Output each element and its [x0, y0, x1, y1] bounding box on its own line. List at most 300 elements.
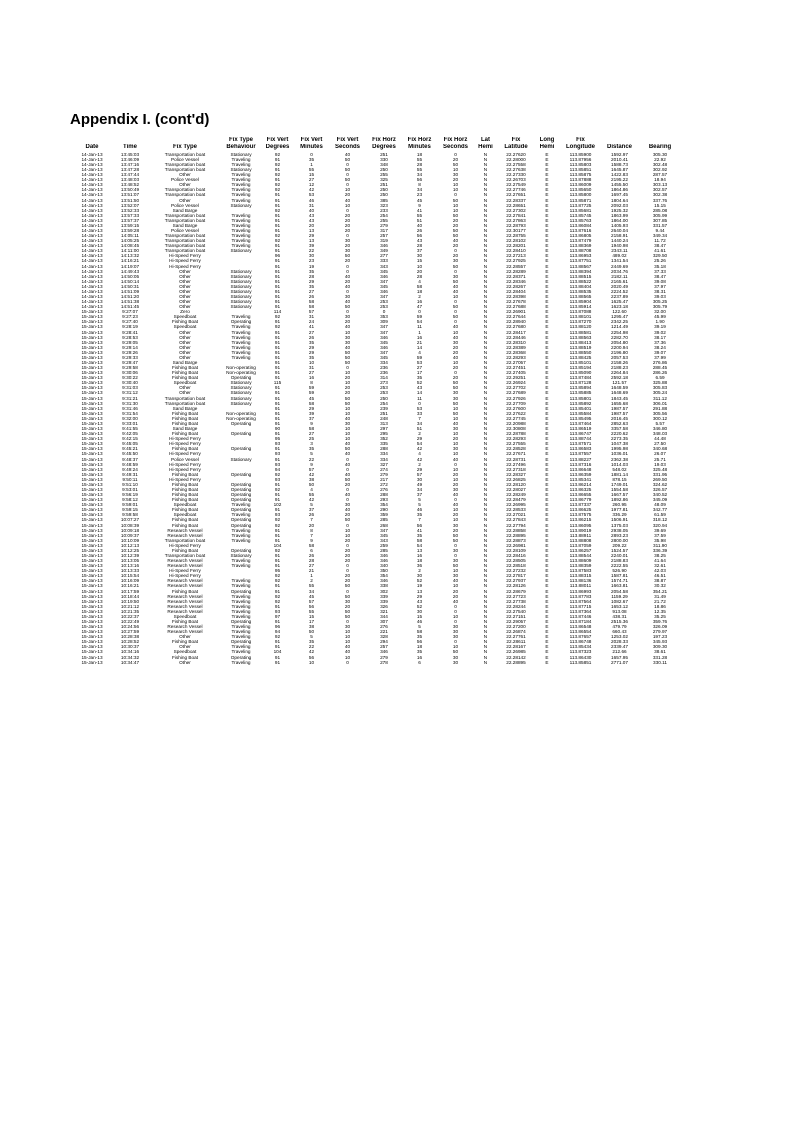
- table-cell: 340: [380, 563, 388, 569]
- table-cell: E: [545, 233, 549, 239]
- table-cell: Traveling: [231, 583, 251, 589]
- table-cell: 113.86993: [569, 588, 592, 594]
- table-cell: 113.85194: [569, 365, 592, 371]
- table-cell: Fishing Boat: [171, 639, 199, 645]
- table-cell: Traveling: [231, 578, 251, 584]
- table-cell: 20: [344, 243, 351, 249]
- table-cell: 344: [380, 613, 388, 619]
- table-cell: 40: [344, 507, 351, 513]
- table-cell: 113.85763: [569, 217, 592, 223]
- table-cell: 269.50: [652, 476, 668, 482]
- table-cell: E: [545, 446, 549, 452]
- table-cell: 35: [308, 639, 315, 645]
- table-cell: 11: [417, 395, 422, 401]
- table-cell: 10:28:52: [120, 639, 140, 645]
- table-cell: E: [545, 558, 549, 564]
- table-cell: 10:16:21: [120, 583, 140, 589]
- table-cell: 93: [274, 441, 281, 447]
- table-cell: 30: [452, 573, 459, 579]
- table-cell: Traveling: [231, 314, 251, 320]
- table-cell: 313: [380, 420, 388, 426]
- table-cell: 44.48: [654, 436, 666, 442]
- table-cell: 41.64: [654, 558, 666, 564]
- table-cell: 22.27644: [506, 314, 526, 320]
- table-cell: 0: [454, 309, 457, 315]
- table-cell: 2237.89: [611, 294, 628, 299]
- table-cell: 26: [308, 552, 315, 558]
- table-cell: N: [483, 573, 488, 579]
- table-cell: Fishing Boat: [171, 588, 199, 594]
- table-cell: 0: [454, 603, 457, 609]
- table-cell: 91: [274, 258, 281, 264]
- table-cell: 20: [344, 603, 351, 609]
- table-cell: 0: [382, 309, 386, 315]
- table-cell: E: [545, 426, 549, 432]
- table-cell: 2342.25: [611, 319, 628, 325]
- table-cell: N: [483, 309, 488, 315]
- table-cell: 285.08: [652, 207, 668, 213]
- table-cell: N: [483, 441, 488, 447]
- table-cell: 15-Jan-13: [81, 517, 103, 523]
- table-cell: 1892.86: [611, 497, 628, 503]
- table-cell: 248: [380, 415, 388, 421]
- table-cell: 92: [274, 522, 281, 528]
- table-cell: 25.26: [654, 258, 666, 264]
- table-cell: 16: [416, 299, 423, 305]
- table-cell: 15-Jan-13: [81, 441, 103, 447]
- page-heading: Appendix I. (cont'd): [70, 111, 210, 128]
- table-cell: 9:30:06: [122, 370, 138, 376]
- table-cell: 22: [308, 248, 315, 254]
- table-cell: 22.28249: [506, 492, 526, 498]
- table-cell: 113.87128: [569, 380, 592, 386]
- table-cell: Other: [179, 172, 191, 178]
- table-cell: 43: [416, 598, 423, 604]
- table-cell: 311.90: [653, 542, 667, 548]
- table-cell: 113.85681: [569, 207, 592, 213]
- table-cell: 113.86215: [569, 517, 592, 523]
- table-cell: 91: [274, 268, 281, 274]
- table-cell: 14: [416, 390, 423, 396]
- table-cell: 39: [308, 243, 315, 249]
- table-cell: N: [483, 354, 488, 360]
- table-cell: 50: [452, 227, 459, 233]
- table-cell: 359.76: [652, 619, 668, 624]
- table-cell: 13:45:03: [120, 151, 140, 157]
- table-cell: E: [545, 212, 549, 218]
- table-cell: 1214.49: [611, 324, 628, 330]
- table-cell: 57: [308, 598, 315, 604]
- table-cell: 10:34:16: [120, 649, 140, 655]
- table-cell: 14-Jan-13: [81, 253, 103, 259]
- header-row-bottom: [73, 144, 683, 151]
- table-cell: 50: [452, 212, 459, 218]
- table-cell: 55: [416, 156, 423, 162]
- table-cell: 10: [344, 405, 351, 411]
- table-cell: 302.92: [652, 167, 668, 173]
- table-cell: 92: [274, 593, 281, 599]
- table-cell: 91: [274, 619, 281, 624]
- table-cell: 41: [308, 324, 315, 330]
- table-cell: 5: [310, 502, 313, 508]
- table-cell: 9:53:01: [122, 486, 138, 492]
- table-cell: Traveling: [231, 598, 251, 604]
- table-cell: Transportation boat: [164, 161, 206, 167]
- table-cell: 0: [346, 563, 349, 569]
- table-cell: 22.28416: [506, 552, 526, 558]
- table-cell: 20: [344, 217, 351, 223]
- table-cell: 21.72: [654, 598, 666, 604]
- table-cell: 1625.47: [611, 299, 628, 305]
- table-cell: 42: [308, 187, 315, 193]
- table-cell: Transportation boat: [164, 217, 206, 223]
- table-cell: Transportation boat: [164, 395, 206, 401]
- table-cell: N: [483, 436, 488, 442]
- table-cell: Traveling: [231, 243, 251, 249]
- table-cell: E: [545, 329, 549, 335]
- table-cell: 14-Jan-13: [81, 167, 103, 173]
- table-cell: Hi-Speed Ferry: [169, 573, 201, 579]
- table-cell: 22.26985: [506, 649, 526, 655]
- table-cell: 10:30:37: [120, 644, 140, 650]
- table-cell: N: [483, 167, 488, 173]
- table-cell: 253: [380, 390, 388, 396]
- table-cell: 9:41:55: [122, 426, 138, 432]
- column-header: Bearing: [648, 144, 672, 151]
- table-cell: 16: [416, 334, 423, 340]
- table-cell: 22: [308, 644, 315, 650]
- table-cell: Fishing Boat: [171, 410, 199, 416]
- table-cell: 489.02: [612, 253, 627, 259]
- table-cell: 26: [308, 294, 315, 299]
- table-cell: 22.30808: [506, 426, 526, 432]
- table-cell: E: [545, 486, 549, 492]
- table-cell: 22.27702: [506, 385, 526, 391]
- table-cell: 1159.29: [611, 593, 628, 599]
- table-cell: Speedboat: [173, 314, 197, 320]
- table-cell: Traveling: [231, 187, 251, 193]
- table-cell: Transportation boat: [164, 187, 206, 193]
- table-cell: N: [483, 527, 488, 533]
- table-cell: 92: [274, 182, 281, 188]
- table-cell: 40: [452, 502, 459, 508]
- table-cell: 331.57: [652, 222, 668, 228]
- table-cell: Stationary: [230, 268, 252, 274]
- table-cell: 27: [308, 370, 315, 376]
- table-cell: 2057.53: [611, 354, 628, 360]
- table-cell: Other: [179, 299, 191, 305]
- table-cell: 15-Jan-13: [81, 613, 103, 619]
- table-cell: 113.88911: [569, 532, 592, 538]
- table-cell: 92: [274, 517, 281, 523]
- table-cell: 35: [308, 283, 315, 289]
- table-cell: 13:47:28: [120, 167, 140, 173]
- table-cell: Research Vessel: [167, 578, 203, 584]
- table-cell: 22.28371: [506, 273, 526, 279]
- table-cell: 10: [344, 410, 351, 416]
- table-cell: Traveling: [231, 624, 251, 630]
- table-cell: N: [483, 431, 488, 437]
- table-cell: N: [483, 390, 488, 396]
- table-cell: 94: [274, 466, 281, 472]
- table-cell: 1524.57: [611, 547, 628, 553]
- table-cell: 10: [308, 360, 315, 366]
- table-cell: 50: [344, 354, 351, 360]
- column-header: Seconds: [334, 144, 360, 151]
- table-cell: 35: [416, 532, 423, 538]
- table-cell: 15: [416, 613, 423, 619]
- table-cell: Operating: [230, 522, 252, 528]
- table-cell: 56: [416, 639, 423, 645]
- table-cell: 20: [452, 253, 459, 259]
- table-cell: 354: [380, 573, 388, 579]
- table-cell: 15-Jan-13: [81, 415, 103, 421]
- table-cell: N: [483, 349, 488, 355]
- table-cell: Non-operating: [226, 365, 256, 371]
- table-cell: E: [545, 431, 549, 437]
- table-cell: 1014.03: [611, 461, 628, 467]
- table-cell: E: [545, 456, 549, 462]
- table-cell: Traveling: [231, 172, 251, 178]
- table-cell: N: [483, 563, 488, 569]
- table-cell: E: [545, 167, 549, 173]
- table-cell: 22.26825: [506, 476, 526, 482]
- table-cell: 334: [380, 360, 388, 366]
- table-cell: 51: [416, 217, 423, 223]
- table-cell: 52: [416, 380, 423, 386]
- table-cell: 10: [452, 441, 459, 447]
- table-cell: 40: [344, 451, 351, 457]
- table-cell: E: [545, 258, 549, 264]
- table-cell: Speedboat: [173, 512, 197, 518]
- table-cell: 10:08:39: [120, 522, 140, 528]
- table-cell: 113.88413: [569, 339, 592, 345]
- table-cell: N: [483, 222, 488, 228]
- table-cell: 14-Jan-13: [81, 227, 103, 233]
- table-cell: E: [545, 248, 549, 254]
- table-cell: 10:10:09: [120, 537, 140, 543]
- table-cell: 91: [274, 507, 281, 513]
- table-cell: 5: [310, 634, 313, 640]
- table-cell: 121.57: [612, 380, 627, 386]
- table-cell: N: [483, 283, 488, 289]
- table-cell: 20: [452, 243, 459, 249]
- table-cell: 91: [274, 532, 281, 538]
- table-cell: 113.85800: [569, 192, 592, 198]
- table-cell: 878.15: [612, 476, 627, 482]
- table-cell: Research Vessel: [167, 608, 203, 614]
- table-cell: 113.86325: [569, 486, 592, 492]
- table-cell: Sand Barge: [172, 426, 198, 432]
- table-cell: E: [545, 309, 549, 315]
- table-cell: 276: [380, 624, 388, 630]
- table-cell: 15-Jan-13: [81, 537, 103, 543]
- table-cell: 340.68: [652, 446, 668, 452]
- table-cell: 113.88708: [569, 248, 592, 254]
- table-cell: 92: [274, 207, 281, 213]
- table-cell: 38: [308, 624, 315, 630]
- table-cell: 30: [344, 420, 351, 426]
- table-cell: 288: [380, 492, 388, 498]
- table-cell: N: [483, 151, 488, 157]
- table-cell: 22.28109: [506, 547, 526, 553]
- table-cell: 22.27937: [506, 578, 526, 584]
- table-cell: 22.28404: [506, 288, 526, 294]
- table-cell: 0: [346, 659, 349, 665]
- table-cell: 350: [380, 568, 388, 574]
- table-cell: 14:05:25: [120, 238, 140, 244]
- table-cell: 39.03: [654, 294, 666, 299]
- table-cell: Other: [179, 278, 191, 284]
- table-cell: 15-Jan-13: [81, 349, 103, 355]
- table-cell: 15-Jan-13: [81, 608, 103, 614]
- table-cell: Operating: [230, 619, 252, 624]
- table-cell: Traveling: [231, 349, 251, 355]
- table-cell: 22.28293: [506, 354, 526, 360]
- table-cell: 2054.58: [611, 588, 628, 594]
- table-cell: 113.87616: [569, 227, 592, 233]
- table-cell: 50: [344, 400, 351, 406]
- table-cell: 22.28858: [506, 527, 526, 533]
- table-cell: 50: [452, 532, 459, 538]
- table-cell: 334: [380, 451, 388, 457]
- table-cell: 92: [274, 314, 281, 320]
- table-cell: 22.28679: [506, 588, 526, 594]
- table-cell: 1648.69: [611, 390, 628, 396]
- table-cell: E: [545, 172, 549, 178]
- table-cell: N: [483, 426, 488, 432]
- table-cell: 40: [344, 492, 351, 498]
- table-cell: 35: [416, 512, 423, 518]
- table-cell: 22.28410: [506, 248, 526, 254]
- table-cell: 272: [380, 481, 388, 487]
- table-cell: Traveling: [231, 532, 251, 538]
- table-cell: E: [545, 222, 549, 228]
- table-cell: 13: [308, 238, 315, 244]
- table-cell: 91: [274, 410, 281, 416]
- table-cell: E: [545, 217, 549, 223]
- table-cell: E: [545, 492, 549, 498]
- table-cell: 22.28398: [506, 294, 526, 299]
- table-cell: 22.27638: [506, 167, 526, 173]
- table-cell: 0: [454, 497, 457, 503]
- table-cell: 91: [274, 283, 281, 289]
- table-cell: 50: [452, 380, 459, 386]
- table-cell: 91: [274, 420, 281, 426]
- table-cell: N: [483, 278, 488, 284]
- table-cell: 40: [344, 441, 351, 447]
- table-cell: 197.23: [652, 634, 668, 640]
- table-cell: 37.36: [654, 339, 666, 345]
- table-cell: 113.87956: [569, 156, 592, 162]
- table-cell: 30: [344, 334, 351, 340]
- table-cell: 25.71: [654, 456, 666, 462]
- table-cell: 113.85875: [569, 172, 592, 178]
- table-cell: 27: [308, 563, 315, 569]
- table-cell: 113.87446: [569, 613, 592, 619]
- table-cell: 9:48:37: [122, 456, 138, 462]
- table-cell: 10: [344, 436, 351, 442]
- table-cell: 15: [308, 613, 315, 619]
- table-cell: E: [545, 654, 549, 660]
- table-cell: N: [483, 659, 488, 665]
- table-cell: E: [545, 532, 549, 538]
- table-cell: 113.87059: [569, 542, 592, 548]
- table-cell: 113.88227: [569, 456, 592, 462]
- table-cell: Traveling: [231, 212, 251, 218]
- table-cell: 4: [418, 451, 421, 457]
- table-cell: 22.27451: [506, 365, 526, 371]
- table-cell: N: [483, 395, 488, 401]
- table-cell: N: [483, 177, 488, 183]
- table-cell: Fishing Boat: [171, 375, 199, 381]
- table-cell: 10: [452, 182, 459, 188]
- table-cell: 13: [416, 547, 423, 553]
- table-cell: 22.27151: [506, 613, 526, 619]
- table-cell: 58: [308, 426, 315, 432]
- table-cell: 91: [274, 370, 281, 376]
- table-cell: E: [545, 161, 549, 167]
- table-cell: 22.27200: [506, 624, 526, 630]
- table-cell: 16: [308, 375, 315, 381]
- table-cell: 22.28167: [506, 644, 526, 650]
- table-cell: 14:13:32: [120, 253, 140, 259]
- table-cell: 91: [274, 552, 281, 558]
- table-cell: 46: [308, 197, 315, 203]
- table-cell: N: [483, 410, 488, 416]
- table-cell: 10: [452, 466, 459, 472]
- table-cell: N: [483, 172, 488, 178]
- table-cell: 96: [274, 624, 281, 630]
- table-cell: 37.97: [654, 283, 666, 289]
- table-cell: Operating: [230, 497, 252, 503]
- column-header-top: Fix Vert: [336, 137, 359, 143]
- table-cell: Sand Barge: [172, 405, 198, 411]
- table-cell: 113.85101: [569, 360, 592, 366]
- table-cell: 2028.33: [611, 639, 628, 645]
- table-cell: N: [483, 507, 488, 513]
- table-cell: 19.03: [654, 461, 666, 467]
- table-cell: N: [483, 344, 488, 350]
- table-cell: 10: [344, 639, 351, 645]
- table-cell: Hi-Speed Ferry: [169, 253, 201, 259]
- table-cell: 35: [416, 375, 423, 381]
- table-cell: 46: [416, 507, 423, 513]
- table-cell: E: [545, 639, 549, 645]
- table-cell: 1987.57: [611, 405, 628, 411]
- table-cell: 22.27671: [506, 451, 526, 457]
- table-cell: 113.86655: [569, 492, 592, 498]
- table-cell: Operating: [230, 420, 252, 426]
- table-cell: 15-Jan-13: [81, 471, 103, 477]
- table-cell: 10:12:13: [120, 542, 140, 548]
- table-cell: 22.26981: [506, 542, 526, 548]
- table-cell: 22.27794: [506, 522, 526, 528]
- table-cell: 14-Jan-13: [81, 243, 103, 249]
- table-cell: 27: [308, 329, 315, 335]
- table-cell: 9:31:21: [122, 395, 138, 401]
- table-cell: 113.87270: [569, 319, 592, 325]
- table-cell: 38.47: [654, 273, 666, 279]
- table-cell: Transportation boat: [164, 243, 206, 249]
- table-cell: N: [483, 258, 488, 264]
- column-header: Distance: [606, 144, 632, 151]
- table-cell: 58: [416, 629, 423, 635]
- table-cell: Traveling: [231, 217, 251, 223]
- table-cell: 28: [416, 243, 423, 249]
- table-cell: Research Vessel: [167, 629, 203, 635]
- table-cell: 0: [346, 542, 349, 548]
